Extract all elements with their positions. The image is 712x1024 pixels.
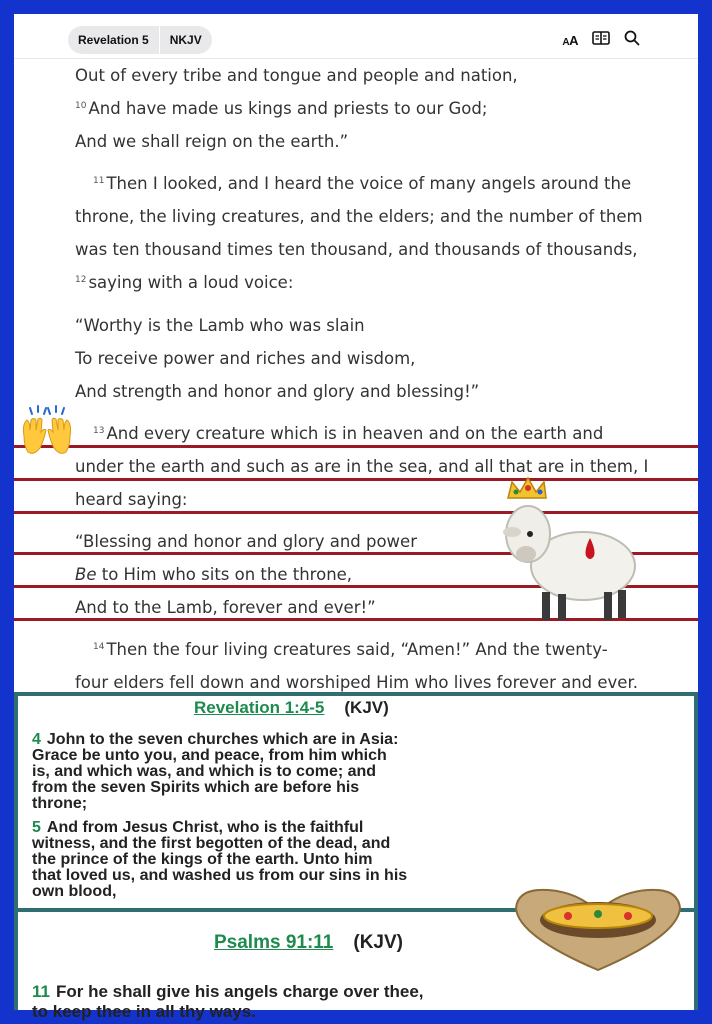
text-line: heard saying: [75, 490, 188, 509]
kjv-heading: Psalms 91:11 (KJV) [214, 932, 403, 953]
text-line: “Worthy is the Lamb who was slain [75, 316, 365, 335]
toolbar [562, 30, 640, 51]
heart-crown-icon [508, 886, 688, 977]
text-line: $^{13}$ And every creature which is in heaven and on the earth and [93, 424, 604, 443]
top-bar [14, 14, 698, 59]
text-line: throne, the living creatures, and the elders; and the number of them [75, 207, 643, 226]
crowned-lamb-icon [498, 476, 638, 631]
version-selector[interactable]: NKJV [169, 33, 202, 47]
kjv-reference[interactable]: Psalms 91:11 [214, 932, 334, 953]
kjv-verse: 5 And from Jesus Christ, who is the faithful witness, and the first begotten of the dead, and the prince of the kings of the earth. Unto him that loved us, and washed us from our sins in his own blood, [32, 819, 408, 900]
text-line: And we shall reign on the earth.” [75, 132, 349, 151]
verse-number: 13 [93, 425, 105, 436]
verse-number: 10 [75, 100, 87, 111]
raised-hands-icon [18, 406, 76, 465]
text-line: To receive power and riches and wisdom, [75, 349, 416, 368]
text-line: Out of every tribe and tongue and people and nation, [75, 66, 518, 85]
text-line: And to the Lamb, forever and ever!” [75, 598, 376, 617]
text-line: four elders fell down and worshiped Him who lives forever and ever. [75, 673, 638, 692]
text-line: $^{10}$ And have made us kings and priests to our God; [75, 99, 488, 118]
font-size-icon[interactable]: AA [562, 33, 578, 48]
text-line: Be to Him who sits on the throne, [75, 565, 353, 584]
kjv-heading: Revelation 1:4-5 (KJV) [194, 698, 389, 717]
bible-reader-window [14, 14, 698, 1021]
book-icon[interactable] [592, 31, 610, 50]
chapter-selector[interactable]: Revelation 5 [78, 33, 149, 47]
highlight-line [14, 445, 698, 448]
kjv-verse: 4 John to the seven churches which are in Asia: Grace be unto you, and peace, from him which is, and which was, and which is to come; and from the seven Spirits which are before his throne; [32, 731, 399, 812]
text-line: $^{11}$ Then I looked, and I heard the voice of many angels around the [93, 174, 632, 193]
text-line: $^{12}$ saying with a loud voice: [75, 273, 294, 292]
text-line: And strength and honor and glory and blessing!” [75, 382, 480, 401]
search-icon[interactable] [624, 30, 640, 51]
text-line: was ten thousand times ten thousand, and thousands of thousands, [75, 240, 638, 259]
text-line: under the earth and such as are in the sea, and all that are in them, I [75, 457, 649, 476]
kjv-passage-revelation [14, 692, 698, 910]
chapter-version-pill [68, 26, 212, 54]
text-line: “Blessing and honor and glory and power [75, 532, 417, 551]
verse-number: 11 [93, 175, 105, 186]
verse-number: 12 [75, 274, 87, 285]
kjv-reference[interactable]: Revelation 1:4-5 [194, 698, 325, 717]
kjv-verse: 11 For he shall give his angels charge over thee, to keep thee in all thy ways. [32, 982, 424, 1021]
text-line: $^{14}$ Then the four living creatures said, “Amen!” And the twenty- [93, 640, 608, 659]
verse-number: 14 [93, 641, 105, 652]
